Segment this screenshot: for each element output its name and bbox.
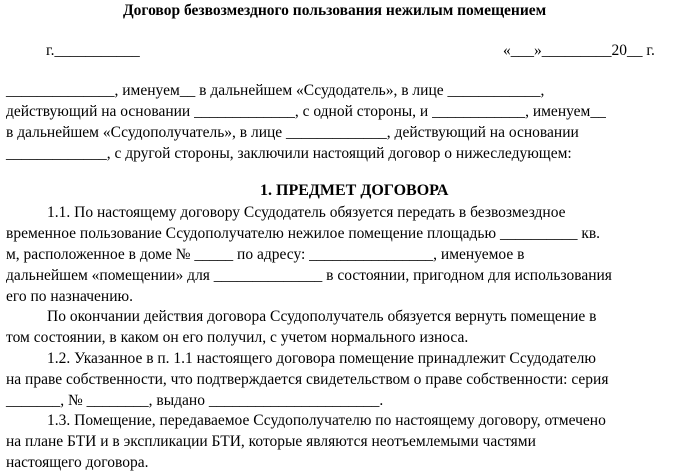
date-field: «___»_________20__ г. [503, 42, 655, 59]
section-1-line: на праве собственности, что подтверждается свидетельством о праве собственности: серия [6, 371, 609, 388]
section-1-line: По окончании действия договора Ссудополучатель обязуется вернуть помещение в [47, 308, 597, 325]
document-title: Договор безвозмездного пользования нежилым помещением [123, 2, 547, 19]
preamble-line-1: ______________, именуем__ в дальнейшем «Ссудодатель», в лице ____________, [6, 82, 545, 99]
section-1-line: том состоянии, в каком он его получил, с учетом нормального износа. [6, 329, 469, 346]
preamble-line-2: действующий на основании _____________, с одной стороны, и ____________, именуем__ [6, 103, 606, 120]
section-1-line: 1.1. По настоящему договору Ссудодатель обязуется передать в безвозмездное [47, 204, 566, 221]
section-1-line: на плане БТИ и в экспликации БТИ, которые являются неотъемлемыми частями [6, 433, 536, 450]
section-1-heading: 1. ПРЕДМЕТ ДОГОВОРА [260, 182, 449, 199]
section-1-line: м, расположенное в доме № _____ по адресу: ________________, именуемое в [6, 246, 525, 263]
section-1-line: настоящего договора. [6, 454, 149, 471]
section-1-line: _______, № ________, выдано ______________________. [6, 392, 384, 409]
preamble-line-4: _____________, с другой стороны, заключили настоящий договор о нижеследующем: [6, 145, 572, 162]
section-1-line: 1.3. Помещение, передаваемое Ссудополучателю по настоящему договору, отмечено [47, 412, 606, 429]
section-1-line: 1.2. Указанное в п. 1.1 настоящего договора помещение принадлежит Ссудодателю [47, 350, 596, 367]
section-1-line: временное пользование Ссудополучателю нежилое помещение площадью __________ кв. [6, 225, 601, 242]
preamble-line-3: в дальнейшем «Ссудополучатель», в лице _____________, действующий на основании [6, 124, 579, 141]
city-field: г.___________ [46, 42, 140, 59]
section-1-line: его по назначению. [6, 288, 133, 305]
section-1-line: дальнейшем «помещении» для ______________ в состоянии, пригодном для использования [6, 267, 612, 284]
